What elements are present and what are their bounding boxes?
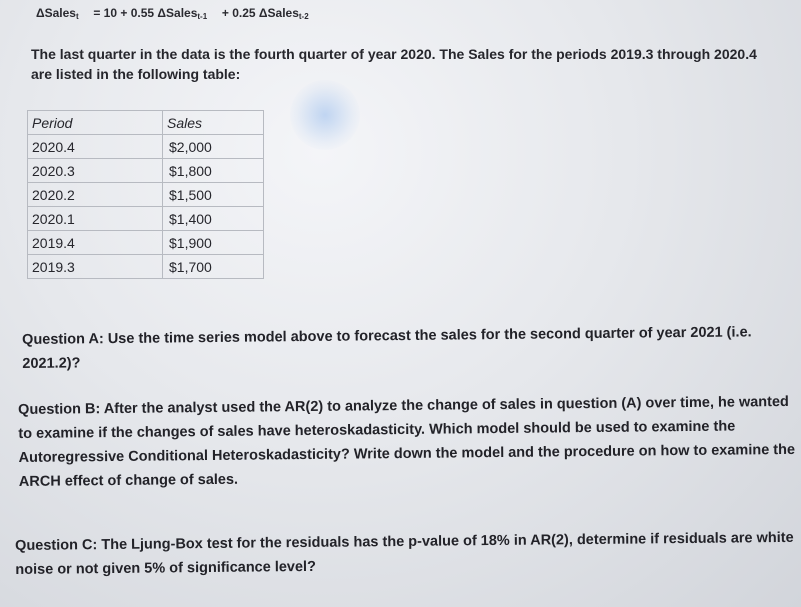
cell-sales: $1,800 bbox=[163, 159, 264, 183]
cell-period: 2020.2 bbox=[28, 183, 163, 207]
formula-term-1: = 10 + 0.55 ΔSales bbox=[93, 6, 198, 20]
cell-sales: $1,400 bbox=[163, 207, 264, 231]
table-row bbox=[28, 159, 264, 183]
cell-sales: $2,000 bbox=[163, 135, 264, 159]
cell-sales: $1,700 bbox=[163, 255, 264, 279]
table-row bbox=[28, 183, 264, 207]
column-header-period: Period bbox=[28, 111, 163, 135]
cell-period: 2019.3 bbox=[28, 255, 163, 279]
table-row bbox=[28, 255, 264, 279]
sales-table bbox=[27, 110, 264, 279]
table-header-row bbox=[28, 111, 264, 135]
table-row bbox=[28, 135, 264, 159]
cell-period: 2020.1 bbox=[28, 207, 163, 231]
formula-term-2: + 0.25 ΔSales bbox=[221, 6, 299, 20]
table-row bbox=[28, 231, 264, 255]
cell-period: 2020.3 bbox=[28, 159, 163, 183]
formula-term-1-subscript: t-1 bbox=[197, 12, 208, 21]
cell-sales: $1,500 bbox=[163, 183, 264, 207]
intro-paragraph: The last quarter in the data is the fourth quarter of year 2020. The Sales for the periods 2019.3 through 2020.4 are listed in the following table: bbox=[31, 46, 757, 82]
cell-period: 2019.4 bbox=[28, 231, 163, 255]
formula-lhs-subscript: t bbox=[75, 12, 79, 21]
table-row bbox=[28, 207, 264, 231]
cell-period: 2020.4 bbox=[28, 135, 163, 159]
formula-term-2-subscript: t-2 bbox=[298, 12, 309, 21]
model-formula bbox=[36, 6, 309, 21]
cell-sales: $1,900 bbox=[163, 231, 264, 255]
column-header-sales: Sales bbox=[163, 111, 264, 135]
question-a: Question A: Use the time series model above to forecast the sales for the second quarter of year 2021 (i.e. 2021.2)? bbox=[22, 324, 752, 372]
question-c: Question C: The Ljung-Box test for the residuals has the p-value of 18% in AR(2), determine if residuals are white noise or not given 5% of significance level? bbox=[15, 529, 794, 578]
screen-glare bbox=[290, 80, 360, 150]
formula-lhs: ΔSales bbox=[36, 6, 76, 20]
question-b: Question B: After the analyst used the AR(2) to analyze the change of sales in question (A) over time, he wanted to examine if the changes of sales have heteroskadasticity. Which model should be used to examine the Autoregressive Conditional Heteroskadasticity? Write down the model and the procedure on how to examine the ARCH effect of change of sales. bbox=[18, 393, 796, 490]
